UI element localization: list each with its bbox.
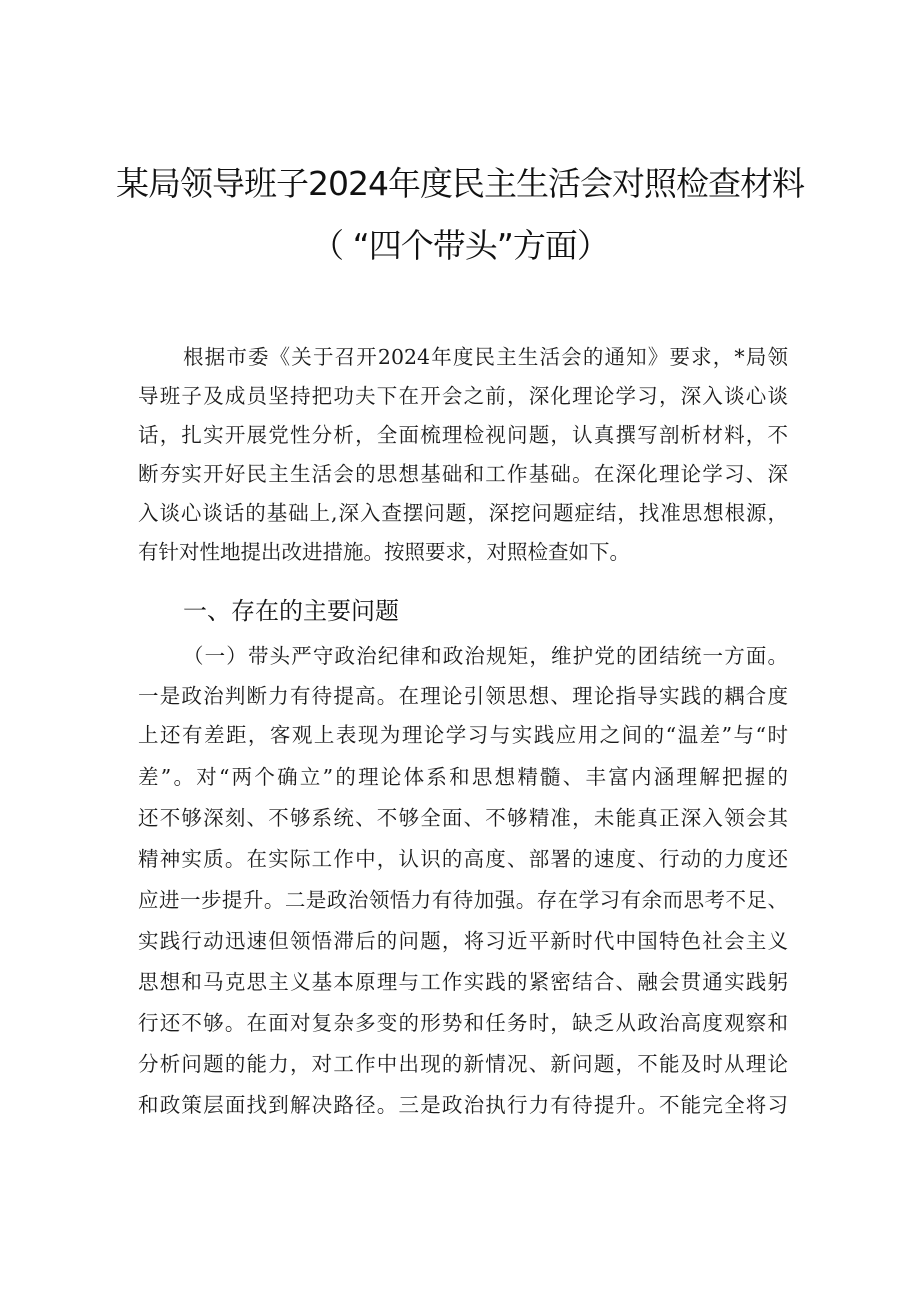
body-line: 实践行动迅速但领悟滞后的问题，将习近平新时代中国特色社会主义: [138, 929, 788, 953]
body-line: 差”。对“两个确立”的理论体系和思想精髓、丰富内涵理解把握的: [138, 765, 788, 789]
body-line: 和政策层面找到解决路径。三是政治执行力有待提升。不能完全将习: [138, 1093, 788, 1117]
section-heading: 一、存在的主要问题: [183, 597, 399, 625]
body-line: （一）带头严守政治纪律和政治规矩，维护党的团结统一方面。: [183, 644, 788, 668]
body-line: 行还不够。在面对复杂多变的形势和任务时，缺乏从政治高度观察和: [138, 1011, 788, 1035]
body-line: 思想和马克思主义基本原理与工作实践的紧密结合、融会贯通实践躬: [138, 970, 788, 994]
intro-line: 导班子及成员坚持把功夫下在开会之前，深化理论学习，深入谈心谈: [138, 384, 788, 408]
body-line: 分析问题的能力，对工作中出现的新情况、新问题，不能及时从理论: [138, 1052, 788, 1076]
body-line: 精神实质。在实际工作中，认识的高度、部署的速度、行动的力度还: [138, 847, 788, 871]
document-subtitle: （ “四个带头”方面）: [311, 226, 609, 265]
body-line: 应进一步提升。二是政治领悟力有待加强。存在学习有余而思考不足、: [138, 888, 788, 912]
intro-line: 有针对性地提出改进措施。按照要求，对照检查如下。: [138, 540, 630, 564]
body-line: 还不够深刻、不够系统、不够全面、不够精准，未能真正深入领会其: [138, 806, 788, 830]
intro-line: 话，扎实开展党性分析，全面梳理检视问题，认真撰写剖析材料，不: [138, 423, 788, 447]
body-line: 一是政治判断力有待提高。在理论引领思想、理论指导实践的耦合度: [138, 684, 788, 708]
intro-line: 入谈心谈话的基础上,深入查摆问题，深挖问题症结，找准思想根源，: [138, 501, 788, 525]
body-line: 上还有差距，客观上表现为理论学习与实践应用之间的“温差”与“时: [138, 723, 788, 747]
intro-line: 根据市委《关于召开2024年度民主生活会的通知》要求，*局领: [183, 345, 788, 369]
intro-line: 断夯实开好民主生活会的思想基础和工作基础。在深化理论学习、深: [138, 462, 788, 486]
document-title: 某局领导班子2024年度民主生活会对照检查材料: [116, 164, 804, 203]
